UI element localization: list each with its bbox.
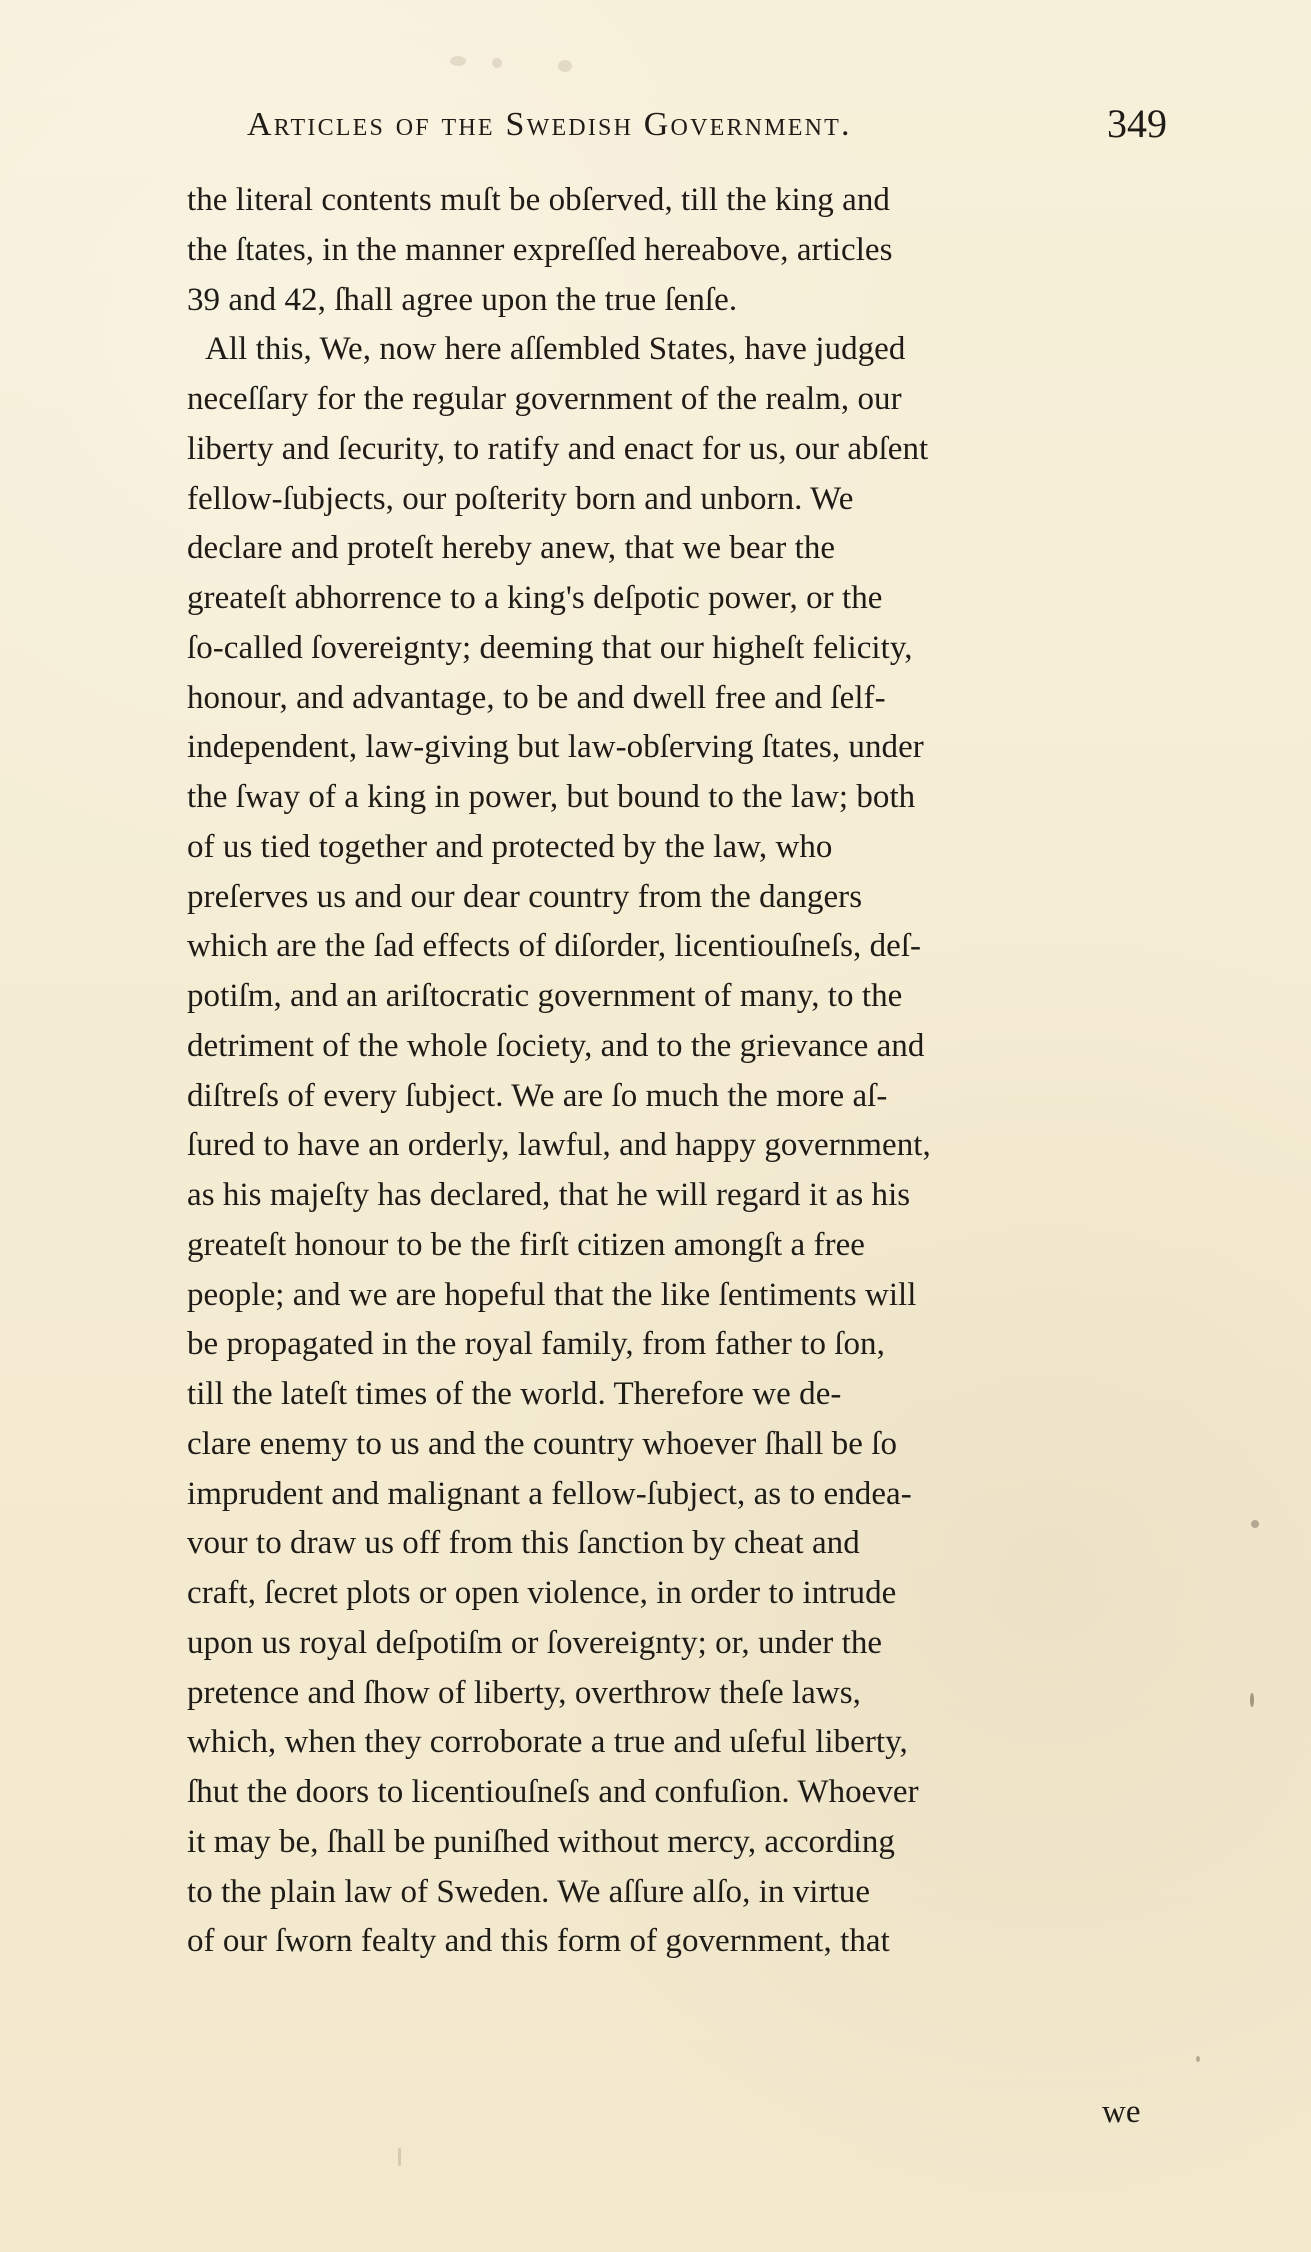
text-line: liberty and ſecurity, to ratify and enact for us, our abſent <box>187 430 929 467</box>
text-line: preſerves us and our dear country from the dangers <box>187 878 863 915</box>
page-title: Articles of the Swedish Government. <box>247 106 852 143</box>
text-line: ſo-called ſovereignty; deeming that our higheſt felicity, <box>187 629 913 666</box>
text-line: ſured to have an orderly, lawful, and happy government, <box>187 1127 931 1164</box>
ink-smudge <box>558 60 572 72</box>
text-line: which are the ſad effects of diſorder, licentiouſneſs, deſ- <box>187 928 922 965</box>
text-line: upon us royal deſpotiſm or ſovereignty; or, under the <box>187 1624 883 1661</box>
text-line: the literal contents muſt be obſerved, till the king and <box>187 182 890 218</box>
text-line: which, when they corroborate a true and uſeful liberty, <box>187 1724 908 1761</box>
text-line: be propagated in the royal family, from father to ſon, <box>187 1326 885 1363</box>
text-line: people; and we are hopeful that the like ſentiments will <box>187 1276 917 1313</box>
text-line: ſhut the doors to licentiouſneſs and confuſion. Whoever <box>187 1774 919 1810</box>
page-number: 349 <box>1107 101 1167 146</box>
text-line: to the plain law of Sweden. We aſſure alſo, in virtue <box>187 1873 871 1910</box>
catchword: we <box>1102 2094 1141 2130</box>
text-line: fellow-ſubjects, our poſterity born and unborn. We <box>187 480 854 517</box>
text-line: craft, ſecret plots or open violence, in order to intrude <box>187 1575 897 1611</box>
margin-mark <box>398 2148 401 2166</box>
text-line: pretence and ſhow of liberty, overthrow theſe laws, <box>187 1674 861 1711</box>
ink-smudge <box>492 58 502 68</box>
text-line: independent, law-giving but law-obſerving ſtates, under <box>187 729 924 766</box>
text-line: honour, and advantage, to be and dwell free and ſelf- <box>187 679 886 716</box>
text-line: detriment of the whole ſociety, and to the grievance and <box>187 1027 925 1064</box>
text-line: greateſt honour to be the firſt citizen amongſt a free <box>187 1226 866 1263</box>
text-line: of us tied together and protected by the law, who <box>187 828 833 865</box>
margin-mark <box>1250 1693 1254 1707</box>
margin-mark <box>1251 1520 1259 1528</box>
margin-mark <box>1196 2056 1200 2062</box>
paragraph-start-line: All this, We, now here aſſembled States, have judged <box>205 331 906 368</box>
text-line: the ſtates, in the manner expreſſed hereabove, articles <box>187 231 893 268</box>
text-line: imprudent and malignant a fellow-ſubject, as to endea- <box>187 1475 912 1512</box>
body-text <box>187 176 1170 1967</box>
text-line: potiſm, and an ariſtocratic government of many, to the <box>187 978 903 1014</box>
text-line: as his majeſty has declared, that he will regard it as his <box>187 1177 911 1213</box>
text-line: vour to draw us off from this ſanction by cheat and <box>187 1525 860 1562</box>
text-line: neceſſary for the regular government of the realm, our <box>187 381 902 417</box>
text-line: of our ſworn fealty and this form of government, that <box>187 1923 890 1960</box>
text-line: declare and proteſt hereby anew, that we bear the <box>187 530 836 567</box>
text-line: clare enemy to us and the country whoever ſhall be ſo <box>187 1425 898 1462</box>
text-line: the ſway of a king in power, but bound to the law; both <box>187 779 916 815</box>
text-line: greateſt abhorrence to a king's deſpotic power, or the <box>187 580 883 616</box>
text-line: it may be, ſhall be puniſhed without mercy, according <box>187 1823 895 1860</box>
text-line: till the lateſt times of the world. Therefore we de- <box>187 1376 842 1412</box>
running-head <box>247 100 1167 152</box>
text-line: diſtreſs of every ſubject. We are ſo much the more aſ- <box>187 1077 888 1114</box>
ink-smudge <box>450 56 466 66</box>
text-line: 39 and 42, ſhall agree upon the true ſenſe. <box>187 281 738 318</box>
